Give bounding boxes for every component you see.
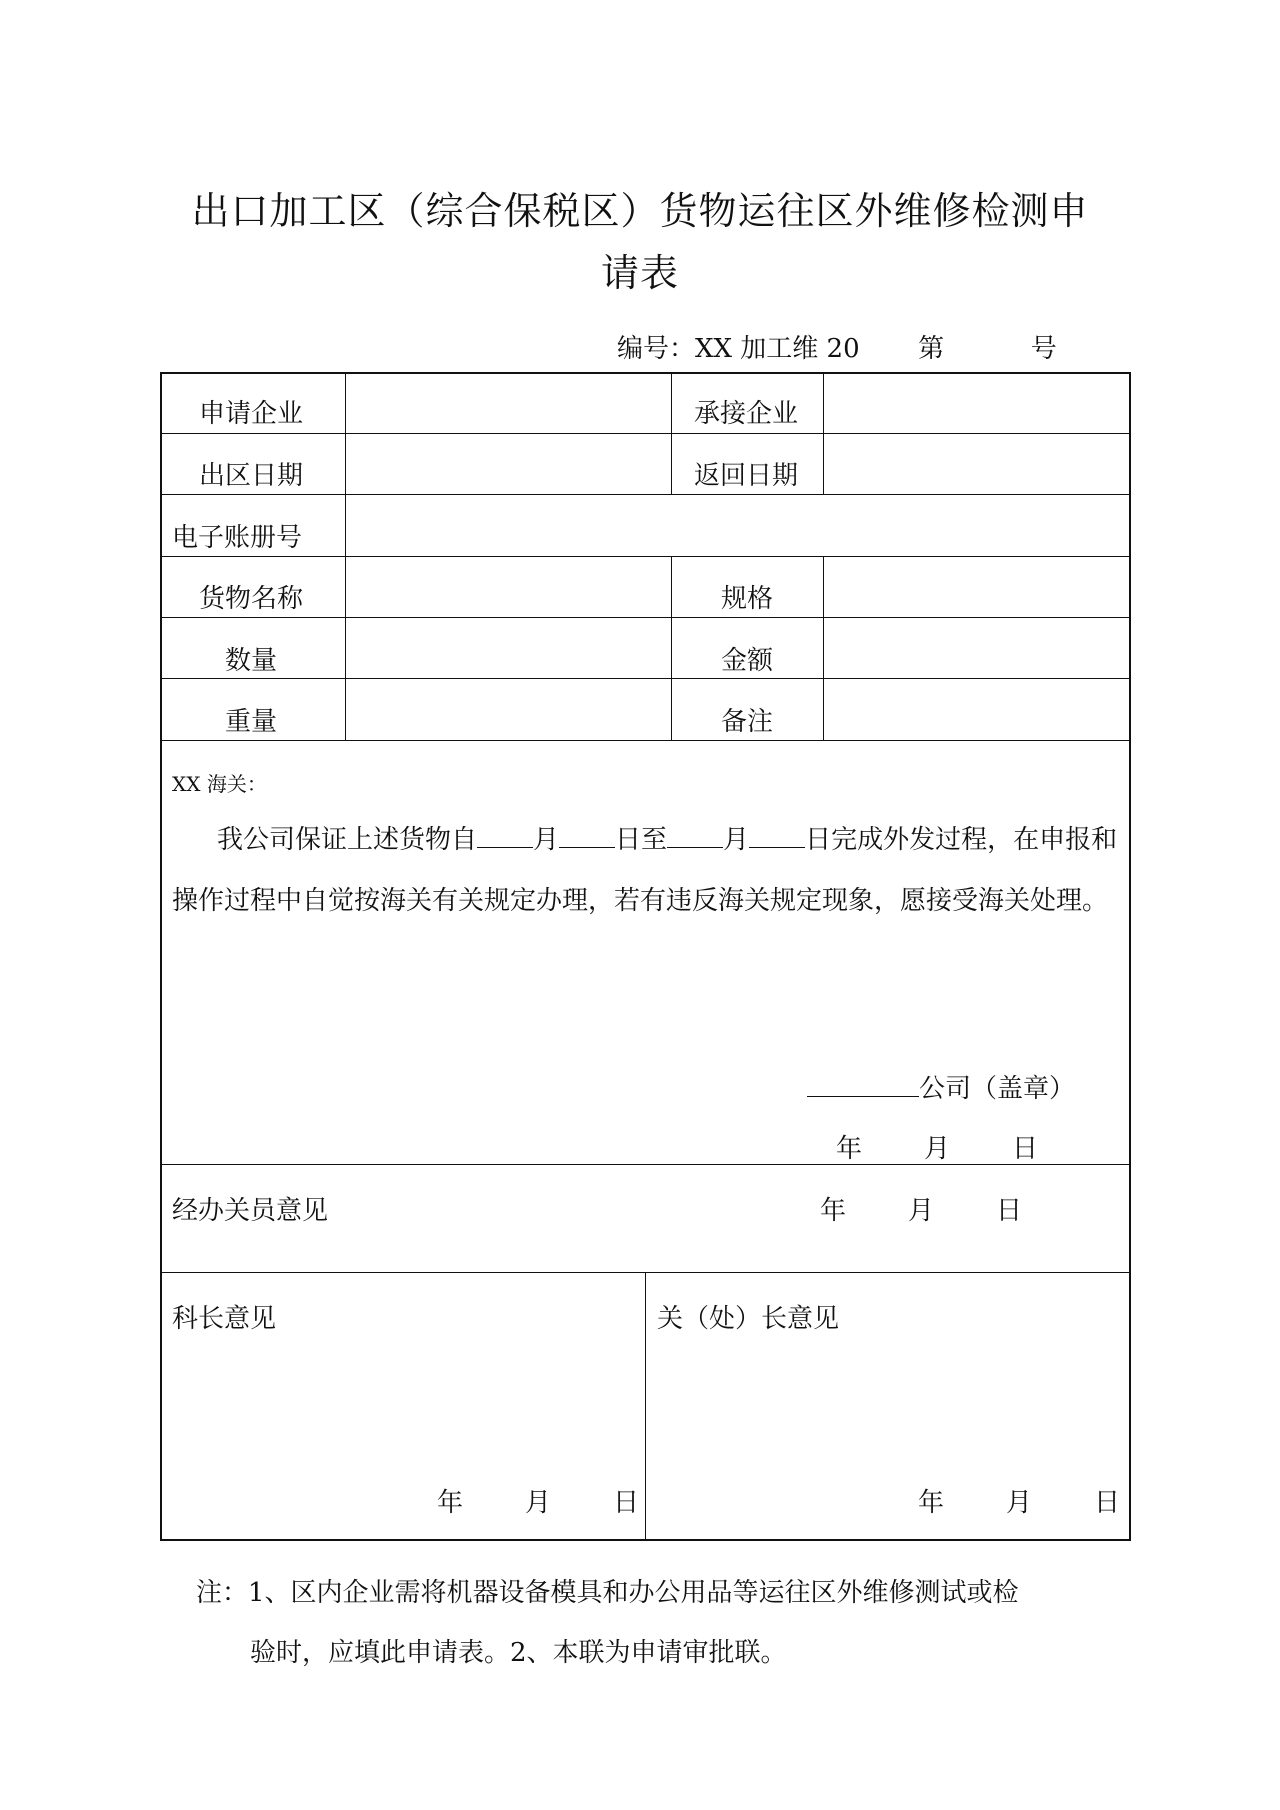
column-divider bbox=[671, 556, 672, 740]
director-opinion-date bbox=[918, 1482, 1120, 1519]
footnote-line2: 验时，应填此申请表。2、本联为申请审批联。 bbox=[250, 1638, 787, 1668]
weight-field[interactable] bbox=[347, 680, 670, 739]
spec-label: 规格 bbox=[721, 584, 774, 614]
declaration-day-to: 日至 bbox=[615, 825, 668, 855]
declaration-text-a: 我公司保证上述货物自 bbox=[217, 825, 478, 855]
applicant-field[interactable] bbox=[347, 374, 670, 432]
row-divider bbox=[160, 433, 1131, 434]
form-title-line2: 请表 bbox=[600, 251, 679, 295]
contractor-field[interactable] bbox=[825, 374, 1129, 432]
customs-addressee: XX 海关： bbox=[172, 772, 267, 796]
end-day-blank[interactable] bbox=[749, 819, 805, 848]
goods-name-field[interactable] bbox=[347, 558, 670, 616]
section-chief-opinion-date bbox=[437, 1482, 639, 1519]
date-day: 日 bbox=[1012, 1134, 1039, 1164]
declaration-text bbox=[172, 810, 1122, 932]
date-day: 日 bbox=[1094, 1488, 1121, 1518]
date-month: 月 bbox=[1006, 1488, 1033, 1518]
column-divider bbox=[645, 1272, 646, 1541]
contractor-label: 承接企业 bbox=[694, 399, 799, 429]
quantity-label: 数量 bbox=[225, 646, 278, 676]
form-title-line1: 出口加工区（综合保税区）货物运往区外维修检测申 bbox=[191, 189, 1089, 233]
row-divider bbox=[160, 617, 1131, 618]
declaration-month-2: 月 bbox=[723, 825, 750, 855]
serial-di: 第 bbox=[918, 334, 945, 364]
return-date-field[interactable] bbox=[825, 435, 1129, 493]
date-year: 年 bbox=[918, 1488, 945, 1518]
ebook-field[interactable] bbox=[347, 496, 1129, 555]
start-day-blank[interactable] bbox=[559, 819, 615, 848]
row-divider bbox=[160, 740, 1131, 741]
spec-field[interactable] bbox=[825, 558, 1129, 616]
end-month-blank[interactable] bbox=[667, 819, 723, 848]
declaration-text-b: 日完成外发过程，在申报和操作过程中自觉按海关有关规定办理，若有违反海关规定现象，愿接受海关处理。 bbox=[172, 825, 1118, 916]
footnote bbox=[196, 1563, 1096, 1683]
footnote-line1: 注：1、区内企业需将机器设备模具和办公用品等运往区外维修测试或检 bbox=[196, 1578, 1019, 1608]
date-day: 日 bbox=[996, 1196, 1023, 1226]
exit-date-field[interactable] bbox=[347, 435, 670, 493]
officer-opinion-date bbox=[820, 1190, 1022, 1227]
director-opinion-label: 关（处）长意见 bbox=[657, 1304, 840, 1334]
applicant-label: 申请企业 bbox=[199, 399, 304, 429]
exit-date-label: 出区日期 bbox=[199, 461, 304, 491]
column-divider bbox=[823, 372, 824, 494]
row-divider bbox=[160, 678, 1131, 679]
remarks-field[interactable] bbox=[825, 680, 1129, 739]
company-seal bbox=[807, 1068, 1075, 1105]
quantity-field[interactable] bbox=[347, 619, 670, 677]
column-divider bbox=[345, 372, 346, 740]
serial-prefix: 编号：XX 加工维 20 bbox=[617, 334, 860, 364]
date-year: 年 bbox=[437, 1488, 464, 1518]
weight-label: 重量 bbox=[225, 707, 278, 737]
amount-field[interactable] bbox=[825, 619, 1129, 677]
declaration-date bbox=[836, 1128, 1038, 1165]
row-divider bbox=[160, 556, 1131, 557]
date-month: 月 bbox=[525, 1488, 552, 1518]
date-month: 月 bbox=[908, 1196, 935, 1226]
serial-number bbox=[617, 328, 1057, 365]
ebook-label: 电子账册号 bbox=[172, 523, 303, 553]
date-day: 日 bbox=[613, 1488, 640, 1518]
return-date-label: 返回日期 bbox=[694, 461, 799, 491]
column-divider bbox=[823, 556, 824, 740]
company-seal-label: 公司（盖章） bbox=[919, 1074, 1076, 1104]
serial-hao: 号 bbox=[1030, 334, 1057, 364]
goods-name-label: 货物名称 bbox=[199, 584, 304, 614]
date-year: 年 bbox=[836, 1134, 863, 1164]
date-month: 月 bbox=[924, 1134, 951, 1164]
form-title bbox=[190, 180, 1090, 304]
column-divider bbox=[671, 372, 672, 494]
section-chief-opinion-label: 科长意见 bbox=[172, 1304, 277, 1334]
start-month-blank[interactable] bbox=[477, 819, 533, 848]
company-name-blank[interactable] bbox=[807, 1068, 919, 1097]
amount-label: 金额 bbox=[721, 646, 774, 676]
date-year: 年 bbox=[820, 1196, 847, 1226]
officer-opinion-label: 经办关员意见 bbox=[172, 1196, 329, 1226]
declaration-month: 月 bbox=[533, 825, 560, 855]
remarks-label: 备注 bbox=[721, 707, 774, 737]
row-divider bbox=[160, 494, 1131, 495]
